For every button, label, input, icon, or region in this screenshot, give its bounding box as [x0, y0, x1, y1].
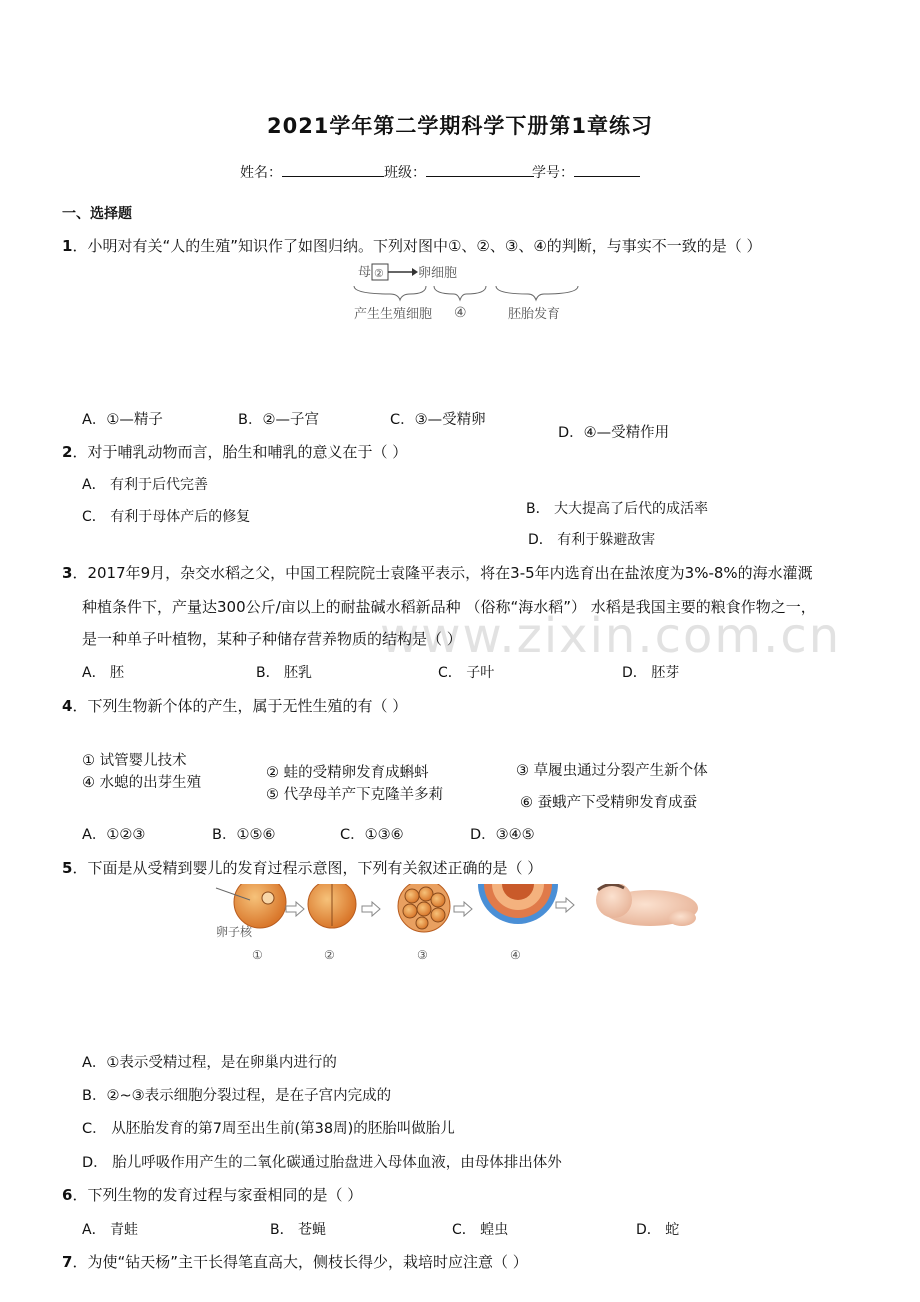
question-number: 2 — [62, 443, 73, 461]
class-field[interactable] — [384, 162, 534, 182]
egg-nucleus-label: 卵子核 — [216, 925, 253, 939]
q4-option-b[interactable]: B．①⑤⑥ — [212, 827, 276, 843]
stage-1-label: ① — [252, 948, 263, 962]
q3-option-b[interactable]: B． 胚乳 — [256, 665, 313, 681]
q5-option-a[interactable]: A．①表示受精过程，是在卵巢内进行的 — [82, 1055, 337, 1071]
page-title: 2021学年第二学期科学下册第1章练习 — [266, 114, 654, 138]
egg-nucleus-icon — [262, 892, 274, 904]
question-5 — [62, 857, 542, 878]
question-number: 6 — [62, 1186, 73, 1204]
q5-option-c[interactable]: C． 从胚胎发育的第7周至出生前(第38周)的胚胎叫做胎儿 — [82, 1121, 455, 1137]
q3-option-a[interactable]: A． 胚 — [82, 665, 125, 681]
class-label: 班级： — [384, 165, 426, 181]
q2-option-a[interactable]: A． 有利于后代完善 — [82, 477, 209, 493]
q6-option-b[interactable]: B． 苍蝇 — [270, 1222, 327, 1238]
morula-icon — [398, 884, 450, 932]
q4-option-d[interactable]: D．③④⑤ — [470, 827, 535, 843]
question-text: ．对于哺乳动物而言，胎生和哺乳的意义在于（ ） — [72, 443, 408, 461]
q4-item-2: ② 蛙的受精卵发育成蝌蚪 — [266, 765, 429, 781]
question-number: 4 — [62, 697, 73, 715]
question-text: ．下列生物的发育过程与家蚕相同的是（ ） — [72, 1186, 363, 1204]
q4-item-3: ③ 草履虫通过分裂产生新个体 — [516, 763, 708, 779]
question-text: ．为使“钻天杨”主干长得笔直高大，侧枝长得少，栽培时应注意（ ） — [72, 1253, 528, 1271]
arrow-icon — [454, 902, 472, 916]
q2-option-c[interactable]: C． 有利于母体产后的修复 — [82, 509, 251, 525]
question-6 — [62, 1184, 362, 1205]
fertilized-egg-icon — [234, 884, 286, 928]
q4-item-6: ⑥ 蚕蛾产下受精卵发育成蚕 — [520, 795, 698, 811]
embryo-development-label: 胚胎发育 — [508, 307, 561, 322]
q4-item-1: ① 试管婴儿技术 — [82, 753, 187, 769]
question-number: 3 — [62, 564, 73, 582]
baby-icon — [596, 884, 698, 926]
brace-3 — [496, 286, 578, 300]
question-text: ．下面是从受精到婴儿的发育过程示意图，下列有关叙述正确的是（ ） — [72, 859, 543, 877]
watermark: www.zixin.com.cn — [380, 608, 842, 664]
box-2-label: ② — [374, 267, 384, 280]
question-7 — [62, 1251, 528, 1272]
q2-option-d[interactable]: D． 有利于躲避敌害 — [528, 532, 656, 548]
label-4: ④ — [454, 305, 467, 321]
question-3-line-3: 是一种单子叶植物，某种子种储存营养物质的结构是（ ） — [82, 630, 462, 648]
q3-option-d[interactable]: D． 胚芽 — [622, 665, 680, 681]
development-diagram — [210, 884, 710, 964]
q6-option-d[interactable]: D． 蛇 — [636, 1222, 680, 1238]
q6-option-c[interactable]: C． 蝗虫 — [452, 1222, 509, 1238]
q4-option-c[interactable]: C．①③⑥ — [340, 827, 404, 843]
q4-item-5: ⑤ 代孕母羊产下克隆羊多莉 — [266, 787, 444, 803]
produce-gametes-label: 产生生殖细胞 — [354, 307, 433, 322]
name-field[interactable] — [240, 162, 384, 182]
arrow-icon — [286, 902, 304, 916]
brace-1 — [354, 286, 426, 300]
question-number: 1 — [62, 237, 73, 255]
name-label: 姓名： — [240, 165, 282, 181]
question-number: 7 — [62, 1253, 73, 1271]
question-3-line-2: 种植条件下，产量达300公斤/亩以上的耐盐碱水稻新品种 （俗称“海水稻”） 水稻是我国主要的粮食作物之一， — [82, 598, 816, 616]
reproduction-diagram — [350, 262, 590, 326]
question-text: ．下列生物新个体的产生，属于无性生殖的有（ ） — [72, 697, 408, 715]
student-no-label: 学号： — [532, 165, 574, 181]
q1-option-a[interactable]: A．①—精子 — [82, 412, 163, 428]
section-heading: 一、选择题 — [62, 206, 132, 222]
stage-3-label: ③ — [417, 948, 428, 962]
question-text: ．小明对有关“人的生殖”知识作了如图归纳。下列对图中①、②、③、④的判断，与事实不一致的是（ ） — [72, 237, 762, 255]
arrow-icon — [362, 902, 380, 916]
student-no-blank[interactable] — [574, 162, 640, 177]
q1-option-c[interactable]: C．③—受精卵 — [390, 412, 486, 428]
egg-cell-label: 卵细胞 — [418, 266, 458, 281]
q5-option-d[interactable]: D． 胎儿呼吸作用产生的二氧化碳通过胎盘进入母体血液，由母体排出体外 — [82, 1155, 562, 1171]
question-3 — [62, 562, 813, 583]
question-4 — [62, 695, 407, 716]
q6-option-a[interactable]: A． 青蛙 — [82, 1222, 139, 1238]
question-2 — [62, 441, 407, 462]
q1-option-b[interactable]: B．②—子宫 — [238, 412, 319, 428]
arrow-icon — [556, 898, 574, 912]
class-blank[interactable] — [426, 162, 534, 177]
q4-option-a[interactable]: A．①②③ — [82, 827, 146, 843]
q4-item-4: ④ 水螅的出芽生殖 — [82, 775, 202, 791]
question-text-line-1: ．2017年9月，杂交水稻之父，中国工程院院士袁隆平表示，将在3-5年内选育出在盐浓度为3%-8%的海水灌溉 — [72, 564, 813, 582]
q3-option-c[interactable]: C． 子叶 — [438, 665, 495, 681]
stage-4-label: ④ — [510, 948, 521, 962]
q2-option-b[interactable]: B． 大大提高了后代的成活率 — [526, 501, 709, 517]
question-number: 5 — [62, 859, 73, 877]
brace-2 — [434, 286, 486, 300]
student-no-field[interactable] — [532, 162, 640, 182]
name-blank[interactable] — [282, 162, 384, 177]
question-1 — [62, 235, 762, 256]
q1-option-d[interactable]: D．④—受精作用 — [558, 425, 670, 441]
q5-option-b[interactable]: B．②~③表示细胞分裂过程，是在子宫内完成的 — [82, 1088, 392, 1104]
mother-label: 母 — [358, 265, 372, 280]
blastocyst-icon — [478, 884, 558, 924]
stage-2-label: ② — [324, 948, 335, 962]
